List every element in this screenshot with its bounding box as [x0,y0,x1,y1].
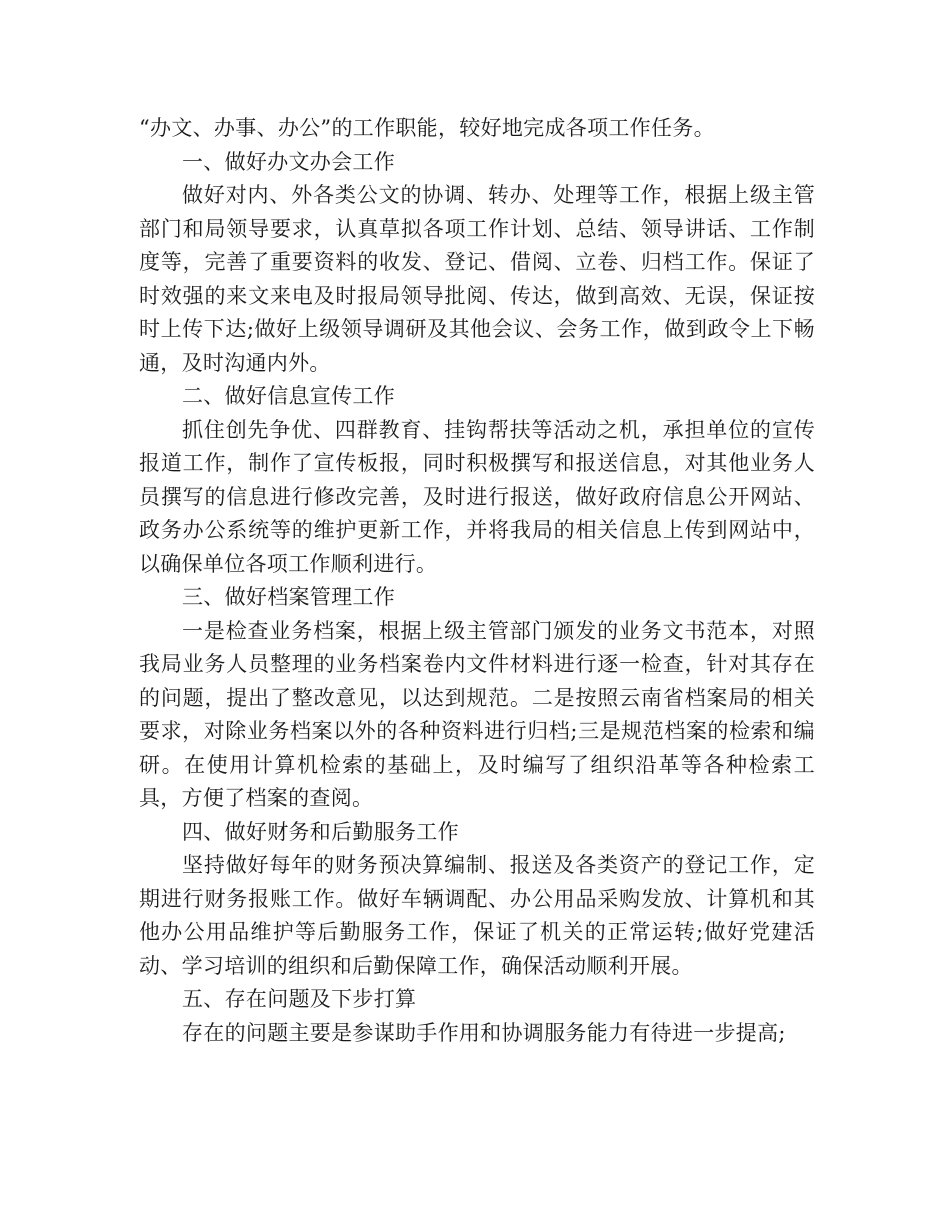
section-heading-1: 一、做好办文办会工作 [182,149,395,174]
intro-paragraph: “办文、办事、办公”的工作职能，较好地完成各项工作任务。 [139,116,715,140]
section-heading-5: 五、存在问题及下步打算 [182,987,417,1011]
section-paragraph-4: 坚持做好每年的财务预决算编制、报送及各类资产的登记工作，定期进行财务报账工作。做好车辆调配、办公用品采购发放、计算机和其他办公用品维护等后勤服务工作，保证了机关的正常运转;做好党建活动、学习培训的组织和后勤保障工作，确保活动顺利开展。 [139,853,815,978]
section-paragraph-3: 一是检查业务档案，根据上级主管部门颁发的业务文书范本，对照我局业务人员整理的业务档案卷内文件材料进行逐一检查，针对其存在的问题，提出了整改意见，以达到规范。二是按照云南省档案局的相关要求，对除业务档案以外的各种资料进行归档;三是规范档案的检索和编研。在使用计算机检索的基础上，及时编写了组织沿革等各种检索工具，方便了档案的查阅。 [139,618,815,810]
section-paragraph-1: 做好对内、外各类公文的协调、转办、处理等工作，根据上级主管部门和局领导要求，认真草拟各项工作计划、总结、领导讲话、工作制度等，完善了重要资料的收发、登记、借阅、立卷、归档工作。保证了时效强的来文来电及时报局领导批阅、传达，做到高效、无误，保证按时上传下达;做好上级领导调研及其他会议、会务工作，做到政令上下畅通，及时沟通内外。 [139,183,815,375]
section-heading-2: 二、做好信息宣传工作 [182,384,395,408]
section-paragraph-2: 抓住创先争优、四群教育、挂钩帮扶等活动之机，承担单位的宣传报道工作，制作了宣传板报，同时积极撰写和报送信息，对其他业务人员撰写的信息进行修改完善，及时进行报送，做好政府信息公开网站、政务办公系统等的维护更新工作，并将我局的相关信息上传到网站中，以确保单位各项工作顺利进行。 [139,417,815,576]
section-heading-3: 三、做好档案管理工作 [182,585,395,609]
document-body [139,112,815,1050]
section-paragraph-5: 存在的问题主要是参谋助手作用和协调服务能力有待进一步提高; [182,1020,786,1045]
section-heading-4: 四、做好财务和后勤服务工作 [182,819,459,844]
